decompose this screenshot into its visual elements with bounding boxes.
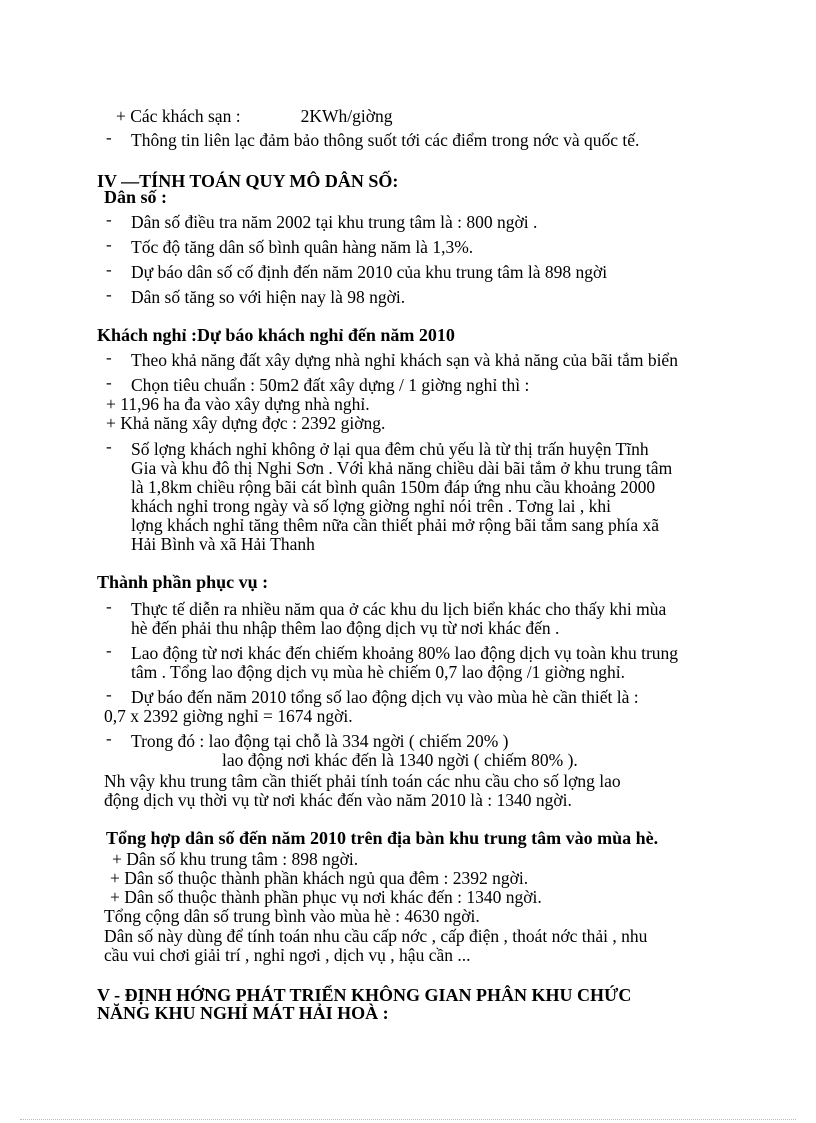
service-item: Thực tế diễn ra nhiều năm qua ở các khu du lịch biển khác cho thấy khi mùa	[131, 599, 667, 619]
guests-item: Theo khả năng đất xây dựng nhà nghỉ khách sạn và khả năng của bãi tắm biển	[131, 350, 678, 370]
population-item: Tốc độ tăng dân số bình quân hàng năm là 1,3%.	[131, 237, 474, 257]
service-conclusion: Nh vậy khu trung tâm cần thiết phải tính toán các nhu cầu cho số lợng lao	[104, 771, 621, 791]
bullet-dash: -	[106, 373, 112, 392]
bullet-dash: -	[106, 285, 112, 304]
bullet-dash: -	[106, 437, 112, 456]
population-subheading: Dân số :	[104, 187, 168, 207]
summary-heading: Tổng hợp dân số đến năm 2010 trên địa bàn khu trung tâm vào mùa hè.	[106, 828, 659, 848]
service-item: hè đến phải thu nhập thêm lao động dịch vụ từ nơi khác đến .	[131, 618, 560, 638]
summary-usage: Dân số này dùng để tính toán nhu cầu cấp nớc , cấp điện , thoát nớc thải , nhu	[104, 926, 648, 946]
guests-plus-line: + 11,96 ha đa vào xây dựng nhà nghỉ.	[106, 394, 370, 414]
bullet-dash: -	[106, 597, 112, 616]
page-bottom-rule	[20, 1119, 796, 1120]
hotel-value: 2KWh/giờng	[300, 106, 393, 126]
guests-para-line: Số lợng khách nghỉ không ở lại qua đêm chủ yếu là từ thị trấn huyện Tĩnh	[131, 439, 649, 459]
bullet-dash: -	[106, 128, 112, 147]
summary-line: + Dân số thuộc thành phần phục vụ nơi khác đến : 1340 ngời.	[110, 887, 542, 907]
service-item: Lao động từ nơi khác đến chiếm khoảng 80% lao động dịch vụ toàn khu trung	[131, 643, 679, 663]
telecom-line: Thông tin liên lạc đảm bảo thông suốt tới các điểm trong nớc và quốc tế.	[131, 130, 640, 150]
population-item: Dân số tăng so với hiện nay là 98 ngời.	[131, 287, 406, 307]
bullet-dash: -	[106, 235, 112, 254]
guests-para-line: khách nghỉ trong ngày và số lợng giờng nghỉ nói trên . Tơng lai , khi	[131, 496, 611, 516]
summary-total: Tổng cộng dân số trung bình vào mùa hè : 4630 ngời.	[104, 906, 480, 926]
service-item: Trong đó : lao động tại chỗ là 334 ngời ( chiếm 20% )	[131, 731, 509, 751]
service-item: lao động nơi khác đến là 1340 ngời ( chiếm 80% ).	[222, 750, 578, 770]
guests-para-line: lợng khách nghỉ tăng thêm nữa cần thiết phải mở rộng bãi tắm sang phía xã	[131, 515, 660, 535]
guests-para-line: là 1,8km chiều rộng bãi cát bình quân 150m đáp ứng nhu cầu khoảng 2000	[131, 477, 656, 497]
guests-heading: Khách nghỉ :Dự báo khách nghỉ đến năm 2010	[97, 325, 455, 345]
hotel-power-line	[116, 106, 392, 126]
bullet-dash: -	[106, 641, 112, 660]
hotel-label: + Các khách sạn :	[116, 106, 241, 126]
service-item: tâm . Tổng lao động dịch vụ mùa hè chiếm 0,7 lao động /1 giờng nghỉ.	[131, 662, 625, 682]
bullet-dash: -	[106, 260, 112, 279]
population-item: Dự báo dân số cố định đến năm 2010 của khu trung tâm là 898 ngời	[131, 262, 608, 282]
service-conclusion: động dịch vụ thời vụ từ nơi khác đến vào năm 2010 là : 1340 ngời.	[104, 790, 572, 810]
bullet-dash: -	[106, 729, 112, 748]
summary-line: + Dân số khu trung tâm : 898 ngời.	[112, 849, 359, 869]
guests-item: Chọn tiêu chuẩn : 50m2 đất xây dựng / 1 giờng nghỉ thì :	[131, 375, 530, 395]
bullet-dash: -	[106, 210, 112, 229]
guests-plus-line: + Khả năng xây dựng đợc : 2392 giờng.	[106, 413, 386, 433]
service-calc: 0,7 x 2392 giờng nghỉ = 1674 ngời.	[104, 706, 353, 726]
bullet-dash: -	[106, 348, 112, 367]
bullet-dash: -	[106, 685, 112, 704]
service-heading: Thành phần phục vụ :	[97, 572, 269, 592]
guests-para-line: Gia và khu đô thị Nghi Sơn . Với khả năng chiều dài bãi tắm ở khu trung tâm	[131, 458, 673, 478]
section-5-heading: NĂNG KHU NGHỈ MÁT HẢI HOÀ :	[97, 1003, 389, 1023]
summary-line: + Dân số thuộc thành phần khách ngủ qua đêm : 2392 ngời.	[110, 868, 529, 888]
section-5-heading: V - ĐỊNH HỚNG PHÁT TRIỂN KHÔNG GIAN PHÂN KHU CHỨC	[97, 985, 632, 1005]
guests-para-line: Hải Bình và xã Hải Thanh	[131, 534, 315, 554]
summary-usage: cầu vui chơi giải trí , nghỉ ngơi , dịch vụ , hậu cần ...	[104, 945, 471, 965]
population-item: Dân số điều tra năm 2002 tại khu trung tâm là : 800 ngời .	[131, 212, 538, 232]
service-item: Dự báo đến năm 2010 tổng số lao động dịch vụ vào mùa hè cần thiết là :	[131, 687, 639, 707]
section-4-heading: IV —TÍNH TOÁN QUY MÔ DÂN SỐ:	[97, 171, 399, 191]
